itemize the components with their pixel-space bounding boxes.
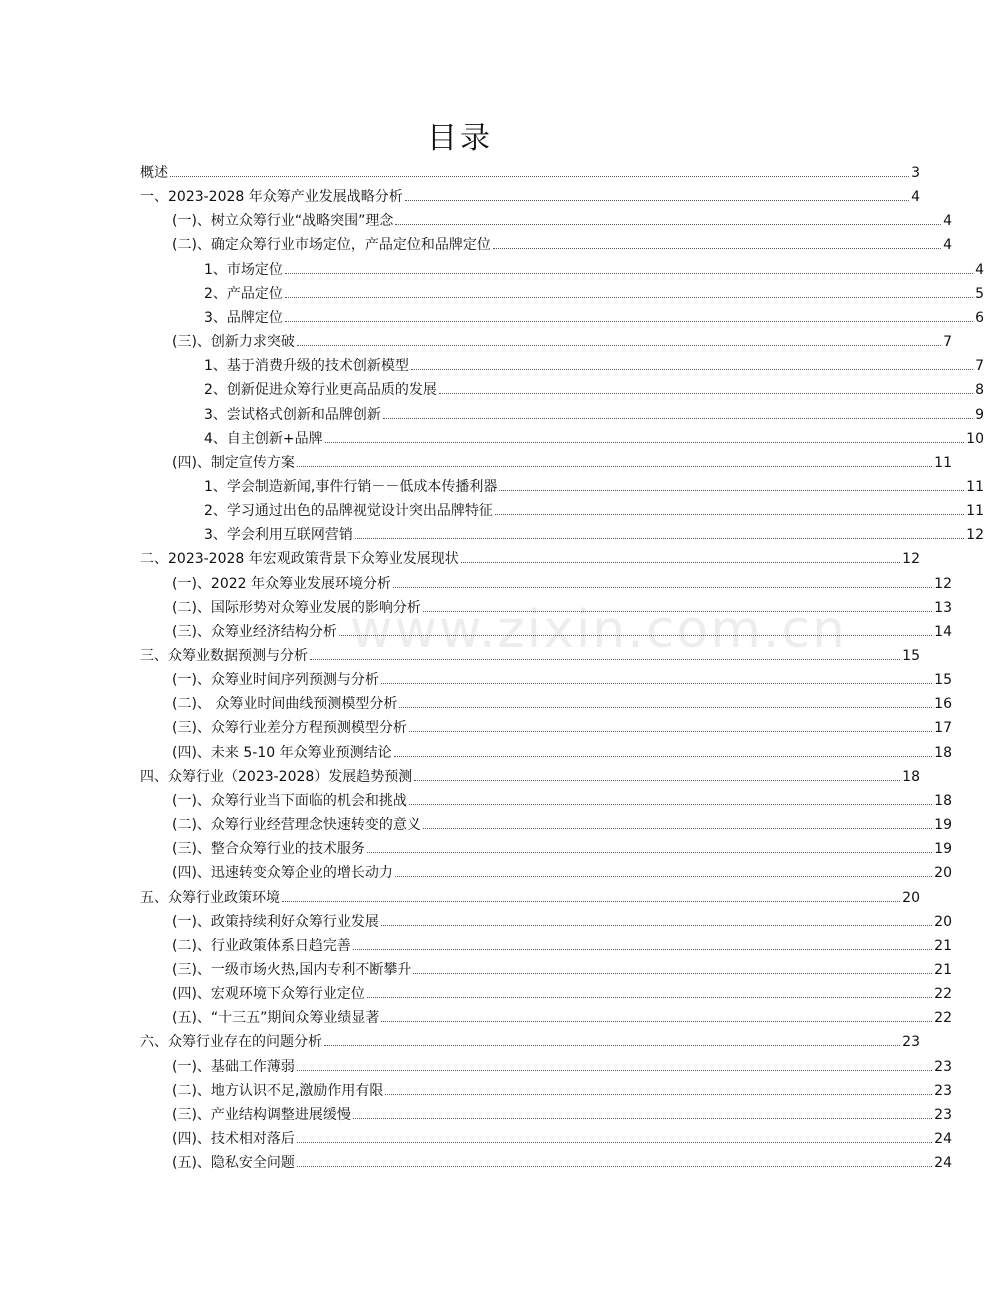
dot-leader <box>405 200 909 201</box>
toc-entry-page-number: 18 <box>934 792 952 809</box>
toc-entry-page-number: 12 <box>902 551 920 568</box>
toc-entry-page-number: 18 <box>902 768 920 785</box>
toc-entry[interactable] <box>0 737 952 761</box>
dot-leader <box>367 852 932 853</box>
toc-entry-label: (四)、制定宣传方案 <box>172 454 295 471</box>
dot-leader <box>381 1021 932 1022</box>
dot-leader <box>170 176 909 177</box>
toc-entry-page-number: 22 <box>934 986 952 1003</box>
toc-entry-page-number: 23 <box>902 1034 920 1051</box>
toc-entry[interactable] <box>0 181 920 205</box>
toc-entry-label: (五)、“十三五”期间众筹业绩显著 <box>172 1010 380 1027</box>
dot-leader <box>411 369 973 370</box>
toc-entry-label: (二)、行业政策体系日趋完善 <box>172 937 351 954</box>
dot-leader <box>393 587 932 588</box>
toc-entry-page-number: 20 <box>934 865 952 882</box>
dot-leader <box>367 997 932 998</box>
toc-entry-label: 3、尝试格式创新和品牌创新 <box>204 406 381 423</box>
toc-entry-page-number: 4 <box>911 189 920 206</box>
toc-entry[interactable] <box>0 374 984 398</box>
dot-leader <box>495 514 964 515</box>
toc-entry-page-number: 18 <box>934 744 952 761</box>
toc-entry-page-number: 7 <box>943 334 952 351</box>
page-title: 目录 <box>427 121 493 156</box>
toc-entry[interactable] <box>0 1026 920 1050</box>
toc-entry-page-number: 20 <box>902 889 920 906</box>
dot-leader <box>499 490 964 491</box>
toc-entry-label: (二)、国际形势对众筹业发展的影响分析 <box>172 599 421 616</box>
toc-entry-label: (一)、2022 年众筹业发展环境分析 <box>172 575 392 592</box>
toc-entry[interactable] <box>0 254 984 278</box>
toc-entry-label: 三、众筹业数据预测与分析 <box>140 648 308 664</box>
toc-entry[interactable] <box>0 833 952 857</box>
toc-entry[interactable] <box>0 519 984 543</box>
toc-entry[interactable] <box>0 930 952 954</box>
toc-entry-page-number: 19 <box>934 817 952 834</box>
toc-entry[interactable] <box>0 978 952 1002</box>
toc-entry-page-number: 24 <box>934 1155 952 1172</box>
toc-entry-page-number: 19 <box>934 841 952 858</box>
toc-entry-page-number: 14 <box>934 623 952 640</box>
toc-entry[interactable] <box>0 568 952 592</box>
toc-entry-page-number: 12 <box>934 575 952 592</box>
toc-entry-label: (一)、树立众筹行业“战略突围”理念 <box>172 213 394 230</box>
toc-entry[interactable] <box>0 1051 952 1075</box>
toc-entry[interactable] <box>0 543 920 567</box>
dot-leader <box>297 1166 932 1167</box>
toc-entry-label: 2、产品定位 <box>204 285 283 302</box>
dot-leader <box>285 297 973 298</box>
dot-leader <box>399 707 932 708</box>
toc-entry[interactable] <box>0 447 952 471</box>
toc-entry[interactable] <box>0 278 984 302</box>
dot-leader <box>395 876 932 877</box>
dot-leader <box>381 925 932 926</box>
dot-leader <box>297 1142 932 1143</box>
toc-entry-label: (二)、地方认识不足,激励作用有限 <box>172 1082 384 1099</box>
toc-entry-page-number: 12 <box>966 527 984 544</box>
toc-entry[interactable] <box>0 616 952 640</box>
dot-leader <box>355 538 964 539</box>
dot-leader <box>394 756 933 757</box>
toc-entry-page-number: 22 <box>934 1010 952 1027</box>
toc-entry-page-number: 15 <box>934 672 952 689</box>
dot-leader <box>423 828 932 829</box>
toc-entry[interactable] <box>0 157 920 181</box>
toc-entry-page-number: 13 <box>934 599 952 616</box>
dot-leader <box>297 345 941 346</box>
dot-leader <box>339 635 932 636</box>
dot-leader <box>324 1045 900 1046</box>
toc-entry-label: 2、学习通过出色的品牌视觉设计突出品牌特征 <box>204 503 493 520</box>
dot-leader <box>414 780 900 781</box>
toc-entry-label: (一)、众筹业时间序列预测与分析 <box>172 672 379 689</box>
toc-entry[interactable] <box>0 1002 952 1026</box>
toc-entry-label: (一)、政策持续利好众筹行业发展 <box>172 913 379 930</box>
dot-leader <box>383 418 973 419</box>
toc-entry-label: (二)、确定众筹行业市场定位，产品定位和品牌定位 <box>172 237 491 254</box>
toc-entry[interactable] <box>0 399 984 423</box>
toc-entry-page-number: 23 <box>934 1058 952 1075</box>
toc-entry-label: (二)、 众筹业时间曲线预测模型分析 <box>172 696 398 713</box>
dot-leader <box>282 901 900 902</box>
toc-entry-page-number: 24 <box>934 1131 952 1147</box>
toc-entry-label: 六、众筹行业存在的问题分析 <box>140 1034 322 1051</box>
toc-entry-label: 4、自主创新+品牌 <box>204 430 323 447</box>
toc-entry-page-number: 23 <box>934 1082 952 1099</box>
dot-leader <box>325 442 965 443</box>
toc-entry[interactable] <box>0 954 952 978</box>
toc-entry-label: 3、品牌定位 <box>204 309 283 326</box>
toc-entry-label: (三)、产业结构调整进展缓慢 <box>172 1106 351 1123</box>
toc-entry-page-number: 17 <box>934 720 952 737</box>
dot-leader <box>423 611 932 612</box>
toc-entry-page-number: 10 <box>966 430 984 447</box>
toc-entry-label: 1、基于消费升级的技术创新模型 <box>204 358 409 375</box>
toc-entry[interactable] <box>0 302 984 326</box>
toc-entry[interactable] <box>0 664 952 688</box>
dot-leader <box>285 321 973 322</box>
toc-entry[interactable] <box>0 1075 952 1099</box>
toc-entry-label: 3、学会利用互联网营销 <box>204 527 353 544</box>
toc-entry[interactable] <box>0 326 952 350</box>
toc-entry-label: 2、创新促进众筹行业更高品质的发展 <box>204 382 437 399</box>
toc-entry-page-number: 20 <box>934 913 952 930</box>
dot-leader <box>439 393 973 394</box>
dot-leader <box>310 659 900 660</box>
toc-entry-label: (三)、创新力求突破 <box>172 334 295 351</box>
toc-entry-label: 四、众筹行业（2023-2028）发展趋势预测 <box>140 768 413 785</box>
toc-entry[interactable] <box>0 471 984 495</box>
toc-entry[interactable] <box>0 785 952 809</box>
toc-entry-label: (四)、宏观环境下众筹行业定位 <box>172 986 365 1003</box>
toc-entry-page-number: 4 <box>975 261 984 278</box>
toc-entry[interactable] <box>0 1147 952 1171</box>
toc-entry-label: (三)、一级市场火热,国内专利不断攀升 <box>172 961 412 978</box>
dot-leader <box>493 248 941 249</box>
toc-entry[interactable] <box>0 906 952 930</box>
toc-entry-label: 1、市场定位 <box>204 261 283 278</box>
dot-leader <box>409 804 932 805</box>
toc-entry-label: 一、2023-2028 年众筹产业发展战略分析 <box>140 189 403 206</box>
toc-entry[interactable] <box>0 761 920 785</box>
toc-entry[interactable] <box>0 592 952 616</box>
toc-entry[interactable] <box>0 857 952 881</box>
toc-entry[interactable] <box>0 1123 952 1147</box>
toc-entry-label: (五)、隐私安全问题 <box>172 1155 295 1172</box>
toc-entry-label: (四)、迅速转变众筹企业的增长动力 <box>172 865 393 882</box>
toc-entry[interactable] <box>0 882 920 906</box>
toc-entry-page-number: 7 <box>975 358 984 375</box>
toc-entry-page-number: 3 <box>911 165 920 181</box>
toc-entry-label: (四)、未来 5-10 年众筹业预测结论 <box>172 744 392 761</box>
toc-entry-label: 1、学会制造新闻,事件行销－－低成本传播利器 <box>204 478 498 495</box>
toc-entry-label: (三)、众筹业经济结构分析 <box>172 623 337 640</box>
toc-entry-page-number: 21 <box>934 961 952 978</box>
toc-entry-page-number: 23 <box>934 1106 952 1123</box>
toc-entry-label: (一)、基础工作薄弱 <box>172 1058 295 1075</box>
watermark: www.zixin.com.cn <box>350 600 847 660</box>
dot-leader <box>353 1118 932 1119</box>
toc-entry-page-number: 4 <box>943 213 952 230</box>
toc-entry-label: (一)、众筹行业当下面临的机会和挑战 <box>172 792 407 809</box>
toc-entry-page-number: 4 <box>943 237 952 254</box>
dot-leader <box>353 949 932 950</box>
toc-entry-label: (四)、技术相对落后 <box>172 1131 295 1147</box>
toc-entry[interactable] <box>0 1099 952 1123</box>
toc-entry-page-number: 8 <box>975 382 984 399</box>
toc-entry-label: (三)、整合众筹行业的技术服务 <box>172 841 365 858</box>
dot-leader <box>395 224 941 225</box>
toc-entry-label: (三)、众筹行业差分方程预测模型分析 <box>172 720 407 737</box>
toc-entry-page-number: 5 <box>975 285 984 302</box>
toc-entry[interactable] <box>0 423 984 447</box>
toc-entry-page-number: 15 <box>902 648 920 664</box>
toc-entry[interactable] <box>0 350 984 374</box>
toc-entry-page-number: 6 <box>975 309 984 326</box>
toc-entry-label: 概述 <box>140 165 168 181</box>
toc-entry[interactable] <box>0 205 952 229</box>
toc-entry[interactable] <box>0 712 952 736</box>
toc-entry-page-number: 9 <box>975 406 984 423</box>
toc-entry-page-number: 11 <box>966 478 984 495</box>
toc-entry[interactable] <box>0 640 920 664</box>
toc-entry-page-number: 21 <box>934 937 952 954</box>
dot-leader <box>381 683 932 684</box>
dot-leader <box>285 273 973 274</box>
toc-entry-page-number: 11 <box>966 503 984 520</box>
toc-entry-page-number: 11 <box>934 454 952 471</box>
toc-entry[interactable] <box>0 809 952 833</box>
toc-entry-label: (二)、众筹行业经营理念快速转变的意义 <box>172 817 421 834</box>
toc-entry-page-number: 16 <box>934 696 952 713</box>
dot-leader <box>297 1070 932 1071</box>
dot-leader <box>461 562 900 563</box>
toc-entry-label: 二、2023-2028 年宏观政策背景下众筹业发展现状 <box>140 551 459 568</box>
toc-entry[interactable] <box>0 688 952 712</box>
dot-leader <box>413 973 932 974</box>
dot-leader <box>297 466 932 467</box>
toc-entry[interactable] <box>0 229 952 253</box>
dot-leader <box>409 731 932 732</box>
toc-entry[interactable] <box>0 495 984 519</box>
toc-entry-label: 五、众筹行业政策环境 <box>140 889 280 906</box>
dot-leader <box>385 1094 932 1095</box>
